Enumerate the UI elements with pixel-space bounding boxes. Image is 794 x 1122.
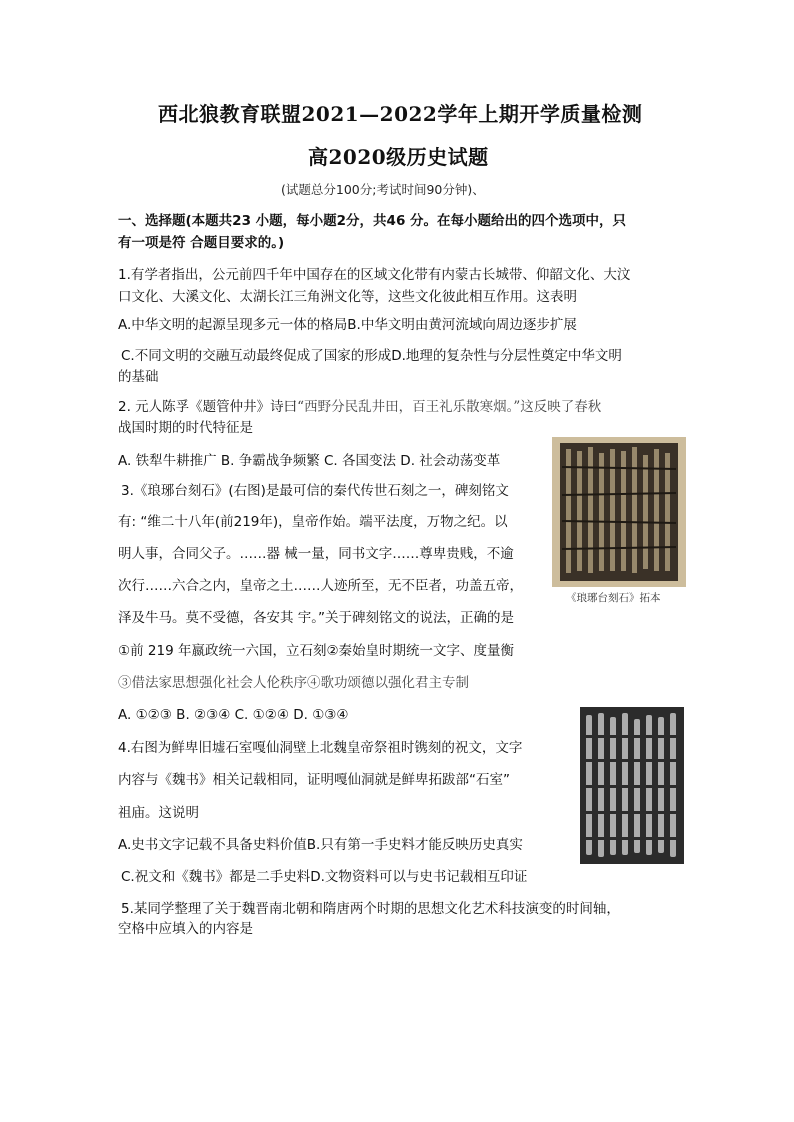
q3-line1: 3.《琅琊台刻石》(右图)是最可信的秦代传世石刻之一，碑刻铭文: [121, 483, 509, 499]
q4-line2: 内容与《魏书》相关记载相同，证明嘎仙洞就是鲜卑拓跋部“石室”: [118, 772, 510, 788]
q3-items-34: ③借法家思想强化社会人伦秩序④歌功颂德以强化君主专制: [118, 675, 469, 691]
q3-items-12: ①前 219 年嬴政统一六国，立石刻②秦始皇时期统一文字、度量衡: [118, 643, 515, 659]
exam-info: (试题总分100分;考试时间90分钟)、: [281, 182, 485, 197]
q3-line4: 次行……六合之内，皇帝之土……人迹所至，无不臣者，功盖五帝，: [118, 578, 523, 594]
rubbing-caption: 《琅琊台刻石》拓本: [566, 592, 661, 604]
q3-options: A. ①②③ B. ②③④ C. ①②④ D. ①③④: [118, 707, 349, 723]
q1-stem-line1: 1.有学者指出，公元前四千年中国存在的区域文化带有内蒙古长城带、仰韶文化、大汶: [118, 267, 631, 283]
q4-line1: 4.右图为鲜卑旧墟石室嘎仙洞壁上北魏皇帝祭祖时镌刻的祝文，文字: [118, 740, 523, 756]
q3-line3: 明人事，合同父子。……器 械一量，同书文字……尊卑贵贱，不逾: [118, 546, 514, 562]
q2-stem-a: 2. 元人陈孚《题管仲井》诗曰: [118, 399, 298, 415]
q4-options-cd: C.祝文和《魏书》都是二手史料D.文物资料可以与史书记载相互印证: [121, 869, 528, 885]
langya-rubbing-image: [552, 437, 686, 587]
q5-line2: 空格中应填入的内容是: [118, 921, 253, 937]
page-title: 西北狼教育联盟2021—2022学年上期开学质量检测: [158, 102, 643, 126]
q2-stem-line1: [118, 396, 601, 418]
q3-line2: 有: “维二十八年(前219年)，皇帝作始。端平法度，万物之纪。以: [118, 514, 508, 530]
q2-stem-line2: 战国时期的时代特征是: [118, 420, 253, 436]
gaxian-cave-inscription-image: [580, 707, 684, 864]
section-heading-line1: 一、选择题(本题共23 小题，每小题2分，共46 分。在每小题给出的四个选项中，只: [118, 213, 627, 229]
section-heading-line2: 有一项是符 合题目要求的。): [118, 235, 285, 251]
q5-line1: 5.某同学整理了关于魏晋南北朝和隋唐两个时期的思想文化艺术科技演变的时间轴，: [121, 901, 620, 917]
q3-line5: 泽及牛马。莫不受德，各安其 宇。”关于碑刻铭文的说法，正确的是: [118, 610, 515, 626]
page-subtitle: 高2020级历史试题: [308, 145, 489, 169]
q2-options: A. 铁犁牛耕推广 B. 争霸战争频繁 C. 各国变法 D. 社会动荡变革: [118, 453, 501, 469]
q1-options-cd-line2: 的基础: [118, 369, 159, 385]
q1-options-ab: A.中华文明的起源呈现多元一体的格局B.中华文明由黄河流域向周边逐步扩展: [118, 317, 577, 333]
q4-line3: 祖庙。这说明: [118, 805, 199, 821]
q1-stem-line2: 口文化、大溪文化、太湖长江三角洲文化等，这些文化彼此相互作用。这表明: [118, 289, 577, 305]
q2-stem-quote: “西野分民乱井田，百王礼乐散寒烟。”这反映了春秋: [297, 399, 602, 415]
q1-options-cd-line1: C.不同文明的交融互动最终促成了国家的形成D.地理的复杂性与分层性奠定中华文明: [121, 348, 622, 364]
q4-options-ab: A.史书文字记载不具备史料价值B.只有第一手史料才能反映历史真实: [118, 837, 523, 853]
